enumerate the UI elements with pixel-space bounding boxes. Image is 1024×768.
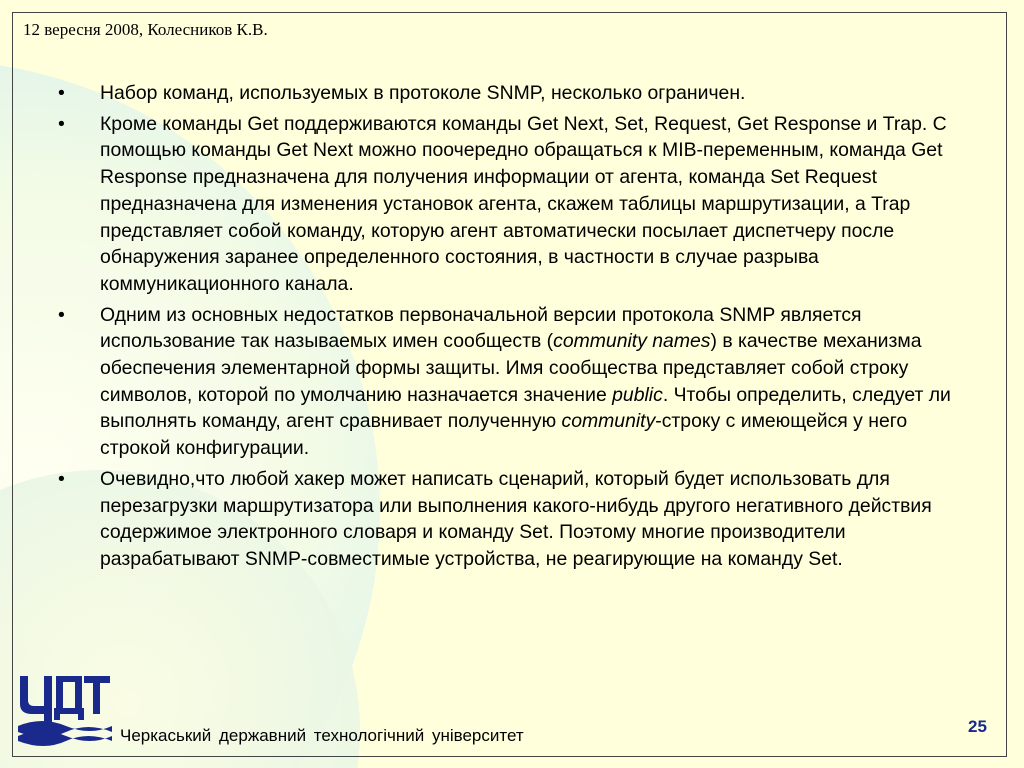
bullet-text: Набор команд, используемых в протоколе SNMP, несколько ограничен. (100, 82, 746, 104)
bullet-list (58, 80, 963, 577)
bullet-text-italic: community names (553, 330, 711, 353)
bullet-icon: • (58, 467, 65, 490)
bullet-item (58, 466, 963, 573)
bullet-text-italic: public (612, 383, 663, 406)
bullet-item (58, 80, 963, 107)
bullet-text: Одним из основных недостатков первоначальной версии протокола SNMP является использование так называемых имен сообществ ( (100, 303, 862, 353)
footer-university-name: Черкаський державний технологічний університет (120, 726, 524, 745)
bullet-item (58, 302, 963, 462)
bullet-text: . Чтобы определить, следует ли выполнять команду, агент сравнивает полученную (100, 383, 951, 433)
bullet-icon: • (58, 82, 65, 104)
university-logo-icon (14, 670, 114, 748)
bullet-text: Очевидно,что любой хакер может написать сценарий, который будет использовать для перезагрузки маршрутизатора или выполнения какого-нибудь другого негативного действия содержимое электронного словаря и команду Set. Поэтому многие производители разрабатывают SNMP-совместимые устройства, не реагирующие на команду Set. (100, 467, 932, 570)
bullet-item (58, 111, 963, 298)
bullet-text-italic: community (561, 410, 656, 433)
page-number: 25 (968, 717, 987, 736)
bullet-text: Кроме команды Get поддерживаются команды Get Next, Set, Request, Get Response и Trap. С помощью команды Get Next можно поочередно обращаться к MIB-переменным, команда Get Response предназначена для получения информации от агента, команда Set Request предназначена для изменения установок агента, скажем таблицы маршрутизации, а Trap представляет собой команду, которую агент автоматически посылает диспетчеру после обнаружения заранее определенного состояния, в частности в случае разрыва коммуникационного канала. (100, 112, 947, 295)
header-date-author: 12 вересня 2008, Колесников К.В. (23, 20, 268, 39)
bullet-text: -строку с имеющейся у него строкой конфигурации. (100, 410, 908, 460)
bullet-icon: • (58, 303, 65, 326)
bullet-icon: • (58, 112, 65, 135)
bullet-text: ) в качестве механизма обеспечения элементарной формы защиты. Имя сообщества представляет собой строку символов, которой по умолчанию назначается значение (100, 330, 922, 406)
